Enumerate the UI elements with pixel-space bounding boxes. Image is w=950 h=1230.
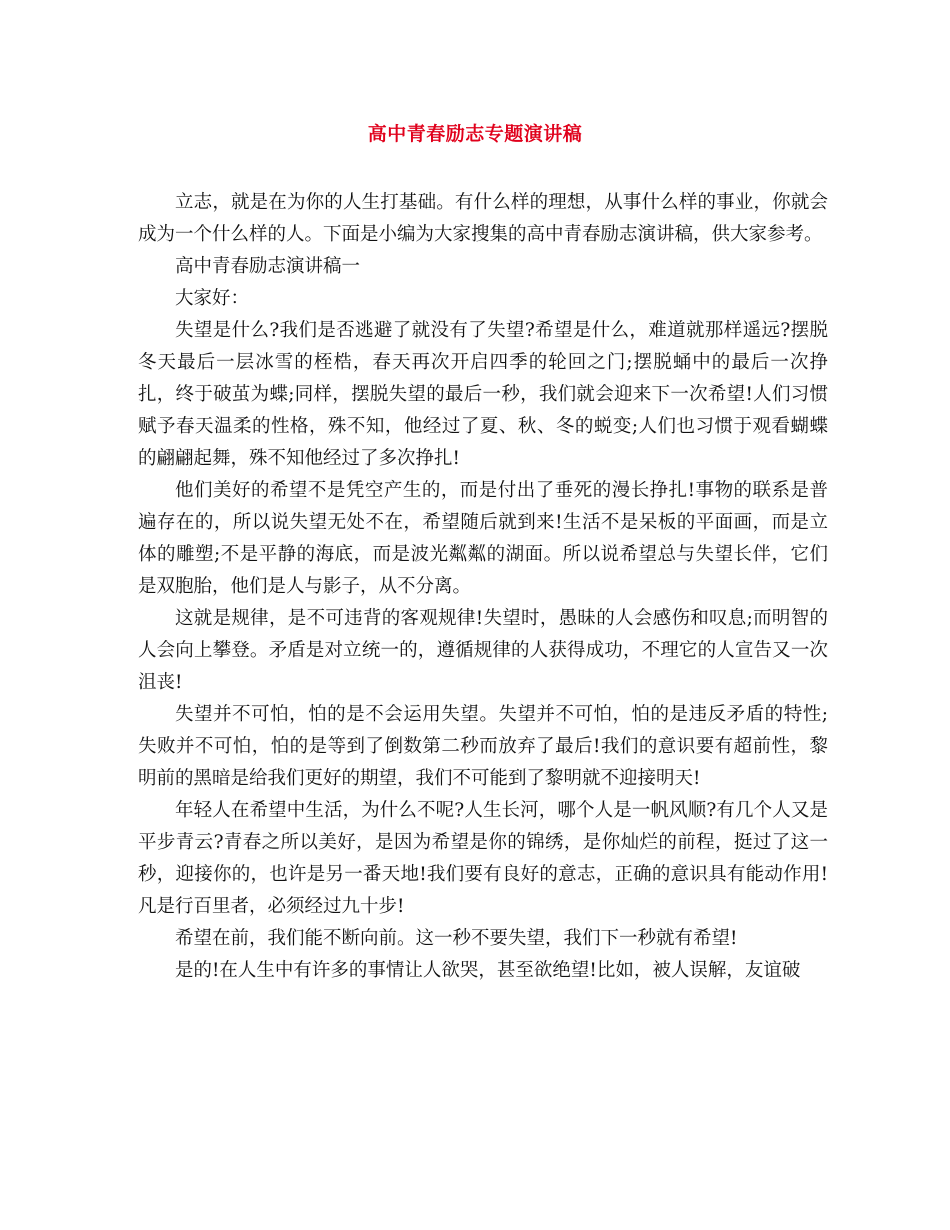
- paragraph: 失望并不可怕，怕的是不会运用失望。失望并不可怕，怕的是违反矛盾的特性;失败并不可怕，怕的是等到了倒数第二秒而放弃了最后!我们的意识要有超前性，黎明前的黑暗是给我们更好的期望，我们不可能到了黎明就不迎接明天!: [138, 704, 828, 789]
- paragraph: 年轻人在希望中生活，为什么不呢?人生长河，哪个人是一帆风顺?有几个人又是平步青云?青春之所以美好，是因为希望是你的锦绣，是你灿烂的前程，挺过了这一秒，迎接你的，也许是另一番天地!我们要有良好的意志，正确的意识具有能动作用!凡是行百里者，必须经过九十步!: [138, 800, 828, 917]
- paragraph-intro: 立志，就是在为你的人生打基础。有什么样的理想，从事什么样的事业，你就会成为一个什么样的人。下面是小编为大家搜集的高中青春励志演讲稿，供大家参考。: [138, 192, 828, 245]
- paragraph: 他们美好的希望不是凭空产生的，而是付出了垂死的漫长挣扎!事物的联系是普遍存在的，所以说失望无处不在，希望随后就到来!生活不是呆板的平面画，而是立体的雕塑;不是平静的海底，而是波光粼粼的湖面。所以说希望总与失望长伴，它们是双胞胎，他们是人与影子，从不分离。: [138, 480, 828, 597]
- paragraph: 希望在前，我们能不断向前。这一秒不要失望，我们下一秒就有希望!: [175, 928, 738, 949]
- paragraph: 这就是规律，是不可违背的客观规律!失望时，愚昧的人会感伤和叹息;而明智的人会向上攀登。矛盾是对立统一的，遵循规律的人获得成功，不理它的人宣告又一次沮丧!: [138, 608, 828, 693]
- paragraph: 失望是什么?我们是否逃避了就没有了失望?希望是什么，难道就那样遥远?摆脱冬天最后一层冰雪的桎梏，春天再次开启四季的轮回之门;摆脱蛹中的最后一次挣扎，终于破茧为蝶;同样，摆脱失望的最后一秒，我们就会迎来下一次希望!人们习惯赋予春天温柔的性格，殊不知，他经过了夏、秋、冬的蜕变;人们也习惯于观看蝴蝶的翩翩起舞，殊不知他经过了多次挣扎!: [138, 320, 828, 469]
- document-title: 高中青春励志专题演讲稿: [367, 123, 583, 145]
- document-body: [138, 187, 828, 987]
- paragraph-greeting: 大家好：: [175, 288, 250, 309]
- paragraph-heading: 高中青春励志演讲稿一: [175, 256, 361, 277]
- paragraph: 是的!在人生中有许多的事情让人欲哭，甚至欲绝望!比如，被人误解，友谊破: [175, 960, 801, 981]
